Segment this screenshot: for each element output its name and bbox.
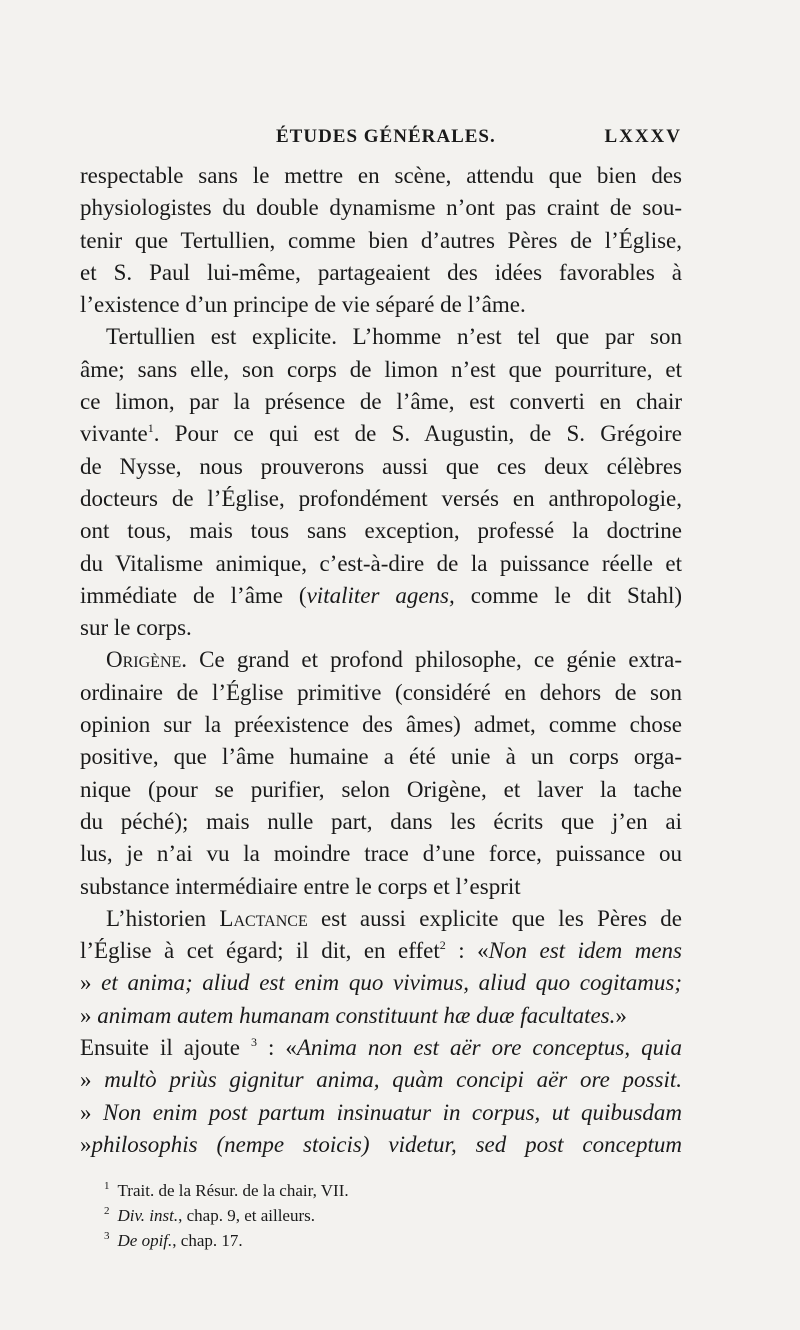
text-segment: immédiate de l’âme (: [80, 582, 307, 608]
text-line: [80, 1064, 682, 1096]
footnote-title: De opif.: [117, 1231, 173, 1250]
latin-quote: et anima; aliud est enim quo vivimus, aliud quo cogitamus;: [101, 970, 682, 996]
text-line: docteurs de l’Église, profondément versés en anthropologie,: [80, 485, 682, 511]
text-line: Tertullien est explicite. L’homme n’est tel que par son: [106, 324, 682, 350]
text-line: ce limon, par la présence de l’âme, est converti en chair: [80, 389, 682, 415]
footnote-text: Trait. de la Résur. de la chair, VII.: [117, 1181, 349, 1200]
text-line: opinion sur la préexistence des âmes) admet, comme chose: [80, 712, 682, 738]
text-line: [80, 1129, 682, 1161]
text-segment: comme le dit Stahl): [454, 582, 682, 608]
text-line: lus, je n’ai vu la moindre trace d’une force, puissance ou: [80, 841, 682, 867]
latin-quote: Non est idem mens: [488, 938, 683, 964]
quote-mark: »: [615, 1002, 627, 1028]
text-segment: : «: [445, 938, 489, 964]
footnote-number: 3: [104, 1230, 110, 1242]
quote-mark: »: [80, 1131, 92, 1157]
footnote: [104, 1228, 664, 1253]
text-line: et S. Paul lui-même, partageaient des idées favorables à: [80, 259, 682, 285]
quote-mark: »: [80, 1002, 98, 1028]
text-line: sur le corps.: [80, 615, 192, 641]
footnote: [104, 1178, 664, 1203]
text-line: [80, 1032, 682, 1064]
text-segment: . Pour ce qui est de S. Augustin, de S. Grégoire: [153, 421, 682, 447]
quote-mark: »: [80, 970, 102, 996]
text-line: [80, 644, 682, 676]
text-line: du péché); mais nulle part, dans les écrits que j’en ai: [80, 808, 682, 834]
text-segment: : «: [256, 1035, 297, 1061]
footnote-ref: 3: [250, 1035, 257, 1050]
text-line: [80, 967, 682, 999]
text-segment: . Ce grand et profond philosophe, ce génie extra-: [181, 647, 682, 673]
footnote-ref: 1: [147, 421, 154, 436]
text-line: physiologistes du double dynamisme n’ont pas craint de sou-: [80, 195, 682, 221]
footnote-text: , chap. 17.: [172, 1231, 243, 1250]
quote-mark: »: [80, 1067, 105, 1093]
author-name: Lactance: [219, 905, 308, 931]
text-line: de Nysse, nous prouverons aussi que ces deux célèbres: [80, 453, 682, 479]
footnote-title: Div. inst.: [117, 1206, 179, 1225]
latin-quote: animam autem humanam constituunt hæ duæ facultates.: [97, 1002, 616, 1028]
text-line: nique (pour se purifier, selon Origène, et laver la tache: [80, 776, 682, 802]
text-segment: L’historien: [106, 905, 220, 931]
text-segment: vivante: [80, 421, 148, 447]
running-title: ÉTUDES GÉNÉRALES.: [276, 126, 496, 147]
footnotes: [104, 1178, 664, 1253]
footnote-ref: 2: [439, 938, 446, 953]
page-number: LXXXV: [604, 126, 682, 147]
text-line: l’existence d’un principe de vie séparé de l’âme.: [80, 292, 526, 318]
latin-quote: multò priùs gignitur anima, quàm concipi aër ore possit.: [104, 1067, 682, 1093]
text-segment: est aussi explicite que les Pères de: [307, 905, 682, 931]
text-segment: Ensuite il ajoute: [80, 1035, 251, 1061]
text-line: tenir que Tertullien, comme bien d’autres Pères de l’Église,: [80, 227, 682, 253]
text-line: [80, 903, 682, 935]
latin-quote: Non enim post partum insinuatur in corpus, ut quibusdam: [102, 1099, 682, 1125]
latin-phrase: vitaliter agens,: [306, 582, 455, 608]
text-line: respectable sans le mettre en scène, attendu que bien des: [80, 163, 682, 188]
text-line: ont tous, mais tous sans exception, professé la doctrine: [80, 518, 682, 544]
text-line: positive, que l’âme humaine a été unie à un corps orga-: [80, 744, 682, 770]
quote-mark: »: [80, 1099, 103, 1125]
text-segment: l’Église à cet égard; il dit, en effet: [80, 938, 440, 964]
text-line: substance intermédiaire entre le corps et l’esprit: [80, 873, 521, 899]
footnote-number: 1: [104, 1180, 110, 1192]
latin-quote: philosophis (nempe stoicis) videtur, sed post conceptum: [91, 1131, 682, 1157]
footnote-text: , chap. 9, et ailleurs.: [178, 1206, 316, 1225]
footnote-number: 2: [104, 1205, 110, 1217]
text-line: [80, 1097, 682, 1129]
text-line: [80, 418, 682, 450]
text-line: [80, 580, 682, 612]
latin-quote: Anima non est aër ore conceptus, quia: [296, 1035, 683, 1061]
text-line: âme; sans elle, son corps de limon n’est que pourriture, et: [80, 356, 682, 382]
footnote: [104, 1203, 664, 1228]
page-header: [80, 126, 682, 150]
text-line: [80, 1000, 682, 1032]
section-name: Origène: [106, 647, 182, 673]
text-line: [80, 935, 682, 967]
body-text: [80, 160, 682, 1161]
text-line: ordinaire de l’Église primitive (considéré en dehors de son: [80, 679, 682, 705]
text-line: du Vitalisme animique, c’est-à-dire de la puissance réelle et: [80, 550, 682, 576]
